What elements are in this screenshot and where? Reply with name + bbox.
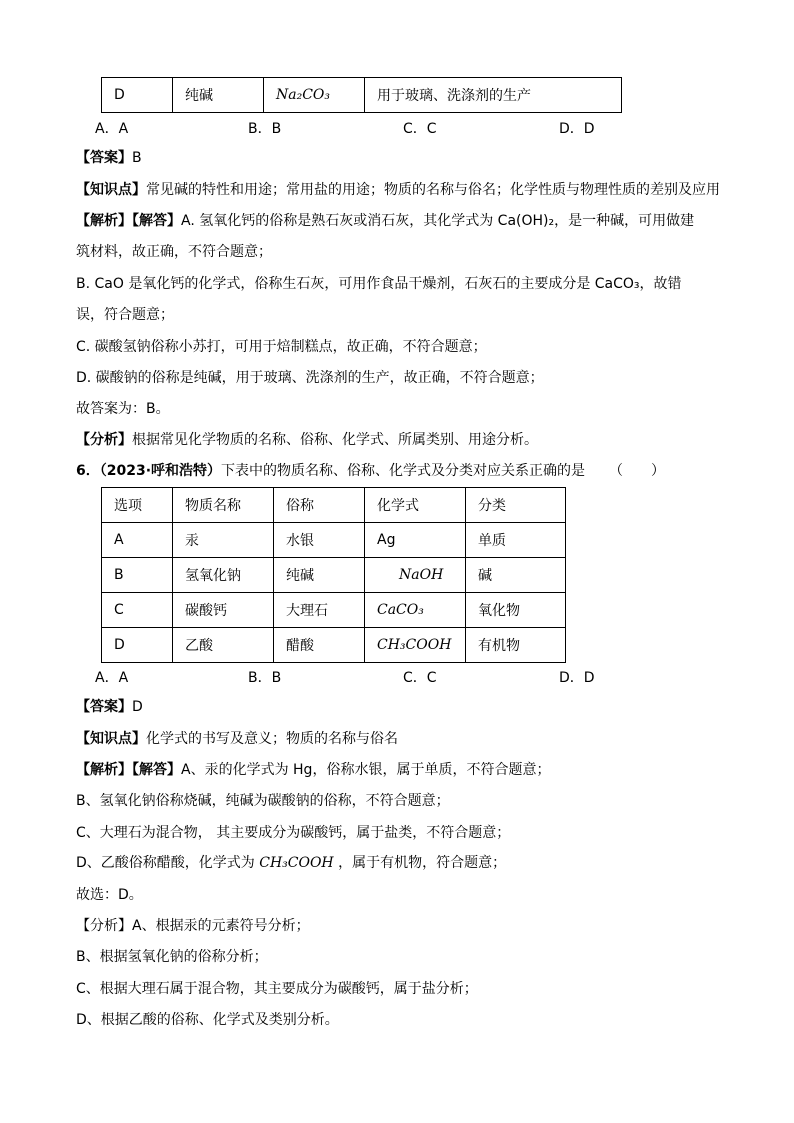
table-cell: 氧化物 [466, 593, 566, 628]
q6-analysis-line-2: B、氢氧化钠俗称烧碱，纯碱为碳酸钠的俗称，不符合题意； [76, 793, 450, 809]
choice-b[interactable]: B．B [248, 121, 282, 137]
table-header-cell: 俗称 [274, 488, 365, 523]
table-header-row [102, 488, 566, 523]
q5-analysis-line-1 [76, 211, 726, 231]
table-cell: 水银 [274, 523, 365, 558]
q5-conclusion: 故答案为：B。 [76, 401, 170, 417]
q5-analysis-line-4: 误，符合题意； [76, 307, 174, 323]
q6-fenxi-line-2: B、根据氢氧化钠的俗称分析； [76, 949, 268, 965]
table-cell: 碳酸钙 [173, 593, 274, 628]
choice-d[interactable]: D．D [559, 670, 595, 686]
choice-b[interactable]: B．B [248, 670, 282, 686]
knowledge-label: 【知识点】 [76, 182, 146, 198]
knowledge-text: 化学式的书写及意义；物质的名称与俗名 [146, 731, 398, 747]
table-cell: Na₂CO₃ [264, 78, 365, 113]
table-cell: 纯碱 [274, 558, 365, 593]
table-cell: 碱 [466, 558, 566, 593]
table-row [102, 523, 566, 558]
choice-c[interactable]: C．C [403, 121, 437, 137]
table-cell: 乙酸 [173, 628, 274, 663]
q6-analysis-line-1 [76, 760, 726, 780]
choice-c[interactable]: C．C [403, 670, 437, 686]
table-row [102, 78, 622, 113]
table-cell: D [102, 628, 173, 663]
q5-knowledge [76, 180, 726, 200]
formula: CH₃COOH [259, 855, 334, 871]
table-header-cell: 分类 [466, 488, 566, 523]
q6-conclusion: 故选：D。 [76, 887, 143, 903]
analysis-text: A、汞的化学式为 Hg，俗称水银，属于单质，不符合题意； [181, 762, 551, 778]
table-cell: CH₃COOH [365, 628, 466, 663]
q6-analysis-line-3: C、大理石为混合物， 其主要成分为碳酸钙，属于盐类，不符合题意； [76, 825, 511, 841]
table-cell: D [102, 78, 173, 113]
q5-analysis-line-2: 筑材料，故正确，不符合题意； [76, 244, 272, 260]
question-source: （2023·呼和浩特） [99, 463, 222, 479]
analysis-text: ，属于有机物，符合题意； [338, 855, 507, 871]
analysis-text: A. 氢氧化钙的俗称是熟石灰或消石灰，其化学式为 Ca(OH)₂，是一种碱，可用做建 [181, 213, 695, 229]
analysis-label: 【解析】 [76, 762, 132, 778]
analysis-label: 【解析】 [76, 213, 132, 229]
answer-value: B [132, 150, 142, 166]
table-header-cell: 化学式 [365, 488, 466, 523]
fenxi-label: 【分析】 [76, 918, 132, 934]
q5-analysis-line-3: B. CaO 是氧化钙的化学式，俗称生石灰，可用作食品干燥剂，石灰石的主要成分是 CaCO₃，故错 [76, 276, 682, 292]
table-cell: 用于玻璃、洗涤剂的生产 [365, 78, 622, 113]
answer-value: D [132, 699, 143, 715]
choice-a[interactable]: A．A [95, 121, 129, 137]
table-row [102, 593, 566, 628]
q6-fenxi-line-1 [76, 916, 726, 936]
q5-answer [76, 148, 726, 168]
q6-fenxi-line-4: D、根据乙酸的俗称、化学式及类别分析。 [76, 1012, 339, 1028]
analysis-text: D、乙酸俗称醋酸，化学式为 [76, 855, 255, 871]
knowledge-text: 常见碱的特性和用途；常用盐的用途；物质的名称与俗名；化学性质与物理性质的差别及应用 [146, 182, 720, 198]
table-cell: 大理石 [274, 593, 365, 628]
answer-bracket: （ ） [609, 463, 666, 479]
table-header-cell: 选项 [102, 488, 173, 523]
table-cell: C [102, 593, 173, 628]
table-row [102, 628, 566, 663]
q5-option-table [101, 77, 622, 113]
table-cell: 有机物 [466, 628, 566, 663]
q6-stem [76, 461, 726, 481]
fenxi-label: 【分析】 [76, 432, 132, 448]
q6-knowledge [76, 729, 726, 749]
q6-choices [95, 667, 655, 687]
table-header-cell: 物质名称 [173, 488, 274, 523]
table-cell: 汞 [173, 523, 274, 558]
question-stem: 下表中的物质名称、俗称、化学式及分类对应关系正确的是 [221, 463, 586, 479]
table-cell: NaOH [365, 558, 466, 593]
table-cell: A [102, 523, 173, 558]
answer-label: 【答案】 [76, 699, 132, 715]
q5-analysis-line-5: C. 碳酸氢钠俗称小苏打，可用于焙制糕点，故正确，不符合题意； [76, 339, 487, 355]
table-cell: 氢氧化钠 [173, 558, 274, 593]
table-cell: 纯碱 [173, 78, 264, 113]
table-cell: B [102, 558, 173, 593]
q5-analysis-line-6: D. 碳酸钠的俗称是纯碱，用于玻璃、洗涤剂的生产，故正确，不符合题意； [76, 370, 544, 386]
solution-label: 【解答】 [132, 213, 181, 229]
table-cell: CaCO₃ [365, 593, 466, 628]
knowledge-label: 【知识点】 [76, 731, 146, 747]
q6-fenxi-line-3: C、根据大理石属于混合物，其主要成分为碳酸钙，属于盐分析； [76, 981, 478, 997]
table-cell: Ag [365, 523, 466, 558]
q5-choices [95, 118, 655, 138]
choice-d[interactable]: D．D [559, 121, 595, 137]
fenxi-text: 根据常见化学物质的名称、俗称、化学式、所属类别、用途分析。 [132, 432, 538, 448]
fenxi-text: A、根据汞的元素符号分析； [132, 918, 310, 934]
solution-label: 【解答】 [132, 762, 181, 778]
table-cell: 单质 [466, 523, 566, 558]
table-row [102, 558, 566, 593]
question-number: 6． [76, 463, 100, 479]
table-cell: 醋酸 [274, 628, 365, 663]
answer-label: 【答案】 [76, 150, 132, 166]
q6-table [101, 487, 566, 663]
q5-fenxi [76, 430, 726, 450]
q6-analysis-line-4 [76, 853, 726, 873]
q6-answer [76, 697, 726, 717]
choice-a[interactable]: A．A [95, 670, 129, 686]
